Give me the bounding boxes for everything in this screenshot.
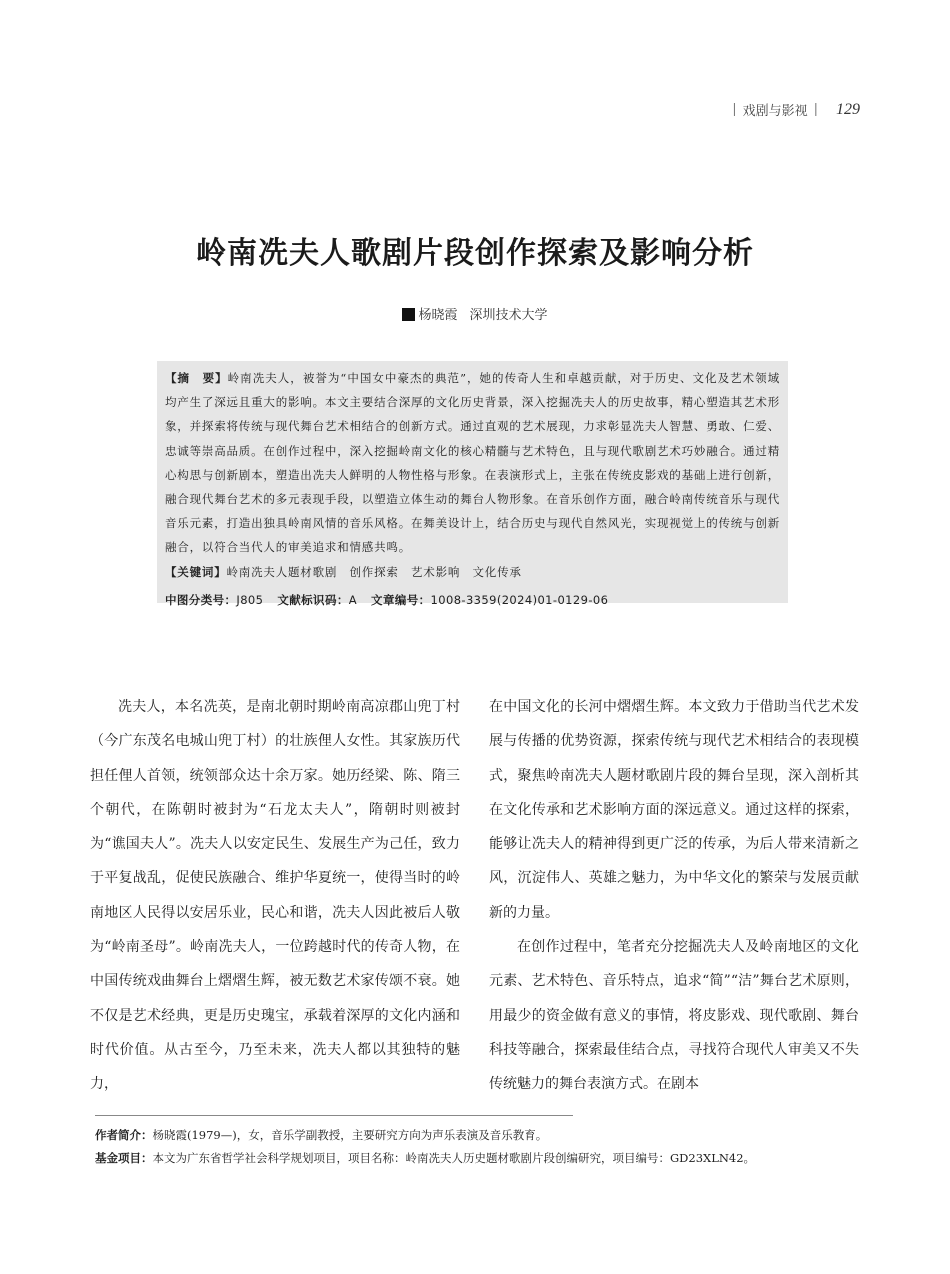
classification-line (165, 588, 780, 612)
footnote-divider (95, 1115, 573, 1116)
section-name: 戏剧与影视 (742, 104, 808, 119)
affiliation: 深圳技术大学 (469, 308, 548, 323)
clc-label: 中图分类号： (165, 592, 237, 607)
fund-text: 本文为广东省哲学社会科学规划项目，项目名称：岭南冼夫人历史题材歌剧片段创编研究，项目编号：GD23XLN42。 (152, 1151, 756, 1165)
abstract-text: 岭南冼夫人，被誉为“中国女中豪杰的典范”，她的传奇人生和卓越贡献，对于历史、文化及艺术领域均产生了深远且重大的影响。本文主要结合深厚的文化历史背景，深入挖掘冼夫人的历史故事，精心塑造其艺术形象，并探索将传统与现代舞台艺术相结合的创新方式。通过直观的艺术展现，力求彰显冼夫人智慧、勇敢、仁爱、忠诚等崇高品质。在创作过程中，深入挖掘岭南文化的核心精髓与艺术特色，且与现代歌剧艺术巧妙融合。通过精心构思与创新剧本，塑造出冼夫人鲜明的人物性格与形象。在表演形式上，主张在传统皮影戏的基础上进行创新，融合现代舞台艺术的多元表现手段，以塑造立体生动的舞台人物形象。在音乐创作方面，融合岭南传统音乐与现代音乐元素，打造出独具岭南风情的音乐风格。在舞美设计上，结合历史与现代自然风光，实现视觉上的传统与创新融合，以符合当代人的审美追求和情感共鸣。 (165, 371, 780, 555)
doc-code-label: 文献标识码： (277, 592, 349, 607)
fund-label: 基金项目： (95, 1151, 153, 1165)
header-separator: | (813, 102, 818, 117)
keywords-text: 岭南冼夫人题材歌剧 创作探索 艺术影响 文化传承 (226, 564, 522, 579)
running-header (732, 100, 860, 119)
fund-info (95, 1147, 865, 1170)
clc-value: J805 (236, 592, 264, 607)
body-column-left (90, 690, 460, 1102)
doc-code-value: A (348, 592, 358, 607)
article-no-label: 文章编号： (371, 592, 431, 607)
author-bio-text: 杨晓霞(1979—)，女，音乐学副教授，主要研究方向为声乐表演及音乐教育。 (152, 1128, 548, 1142)
footnotes (95, 1124, 865, 1170)
byline-square-icon (402, 308, 415, 321)
author-bio-label: 作者简介： (95, 1128, 153, 1142)
abstract (165, 366, 780, 560)
keywords (165, 560, 780, 584)
author-name: 杨晓霞 (418, 308, 458, 323)
author-bio (95, 1124, 865, 1147)
keywords-label: 【关键词】 (165, 564, 227, 579)
body-column-right (489, 690, 859, 1102)
body-paragraph: 冼夫人，本名冼英，是南北朝时期岭南高凉郡山兜丁村（今广东茂名电城山兜丁村）的壮族俚人女性。其家族历代担任俚人首领，统领部众达十余万家。她历经梁、陈、隋三个朝代，在陈朝时被封为“石龙太夫人”，隋朝时则被封为“谯国夫人”。冼夫人以安定民生、发展生产为己任，致力于平复战乱，促使民族融合、维护华夏统一，使得当时的岭南地区人民得以安居乐业，民心和谐，冼夫人因此被后人敬为“岭南圣母”。岭南冼夫人，一位跨越时代的传奇人物，在中国传统戏曲舞台上熠熠生辉，被无数艺术家传颂不衰。她不仅是艺术经典，更是历史瑰宝，承载着深厚的文化内涵和时代价值。从古至今，乃至未来，冼夫人都以其独特的魅力， (90, 699, 460, 1093)
abstract-label: 【摘 要】 (165, 371, 228, 385)
body-paragraph: 在创作过程中，笔者充分挖掘冼夫人及岭南地区的文化元素、艺术特色、音乐特点，追求“简”“洁”舞台艺术原则，用最少的资金做有意义的事情，将皮影戏、现代歌剧、舞台科技等融合，探索最佳结合点，寻找符合现代人审美又不失传统魅力的舞台表演方式。在剧本 (489, 939, 859, 1093)
header-separator: | (732, 102, 737, 117)
abstract-box (157, 361, 788, 607)
article-title: 岭南冼夫人歌剧片段创作探索及影响分析 (196, 236, 754, 271)
body-paragraph: 在中国文化的长河中熠熠生辉。本文致力于借助当代艺术发展与传播的优势资源，探索传统与现代艺术相结合的表现模式，聚焦岭南冼夫人题材歌剧片段的舞台呈现，深入剖析其在文化传承和艺术影响方面的深远意义。通过这样的探索，能够让冼夫人的精神得到更广泛的传承，为后人带来清新之风，沉淀伟人、英雄之魅力，为中华文化的繁荣与发展贡献新的力量。 (489, 699, 859, 921)
page-number: 129 (836, 100, 860, 118)
byline (0, 304, 950, 323)
article-no-value: 1008-3359(2024)01-0129-06 (430, 592, 609, 607)
